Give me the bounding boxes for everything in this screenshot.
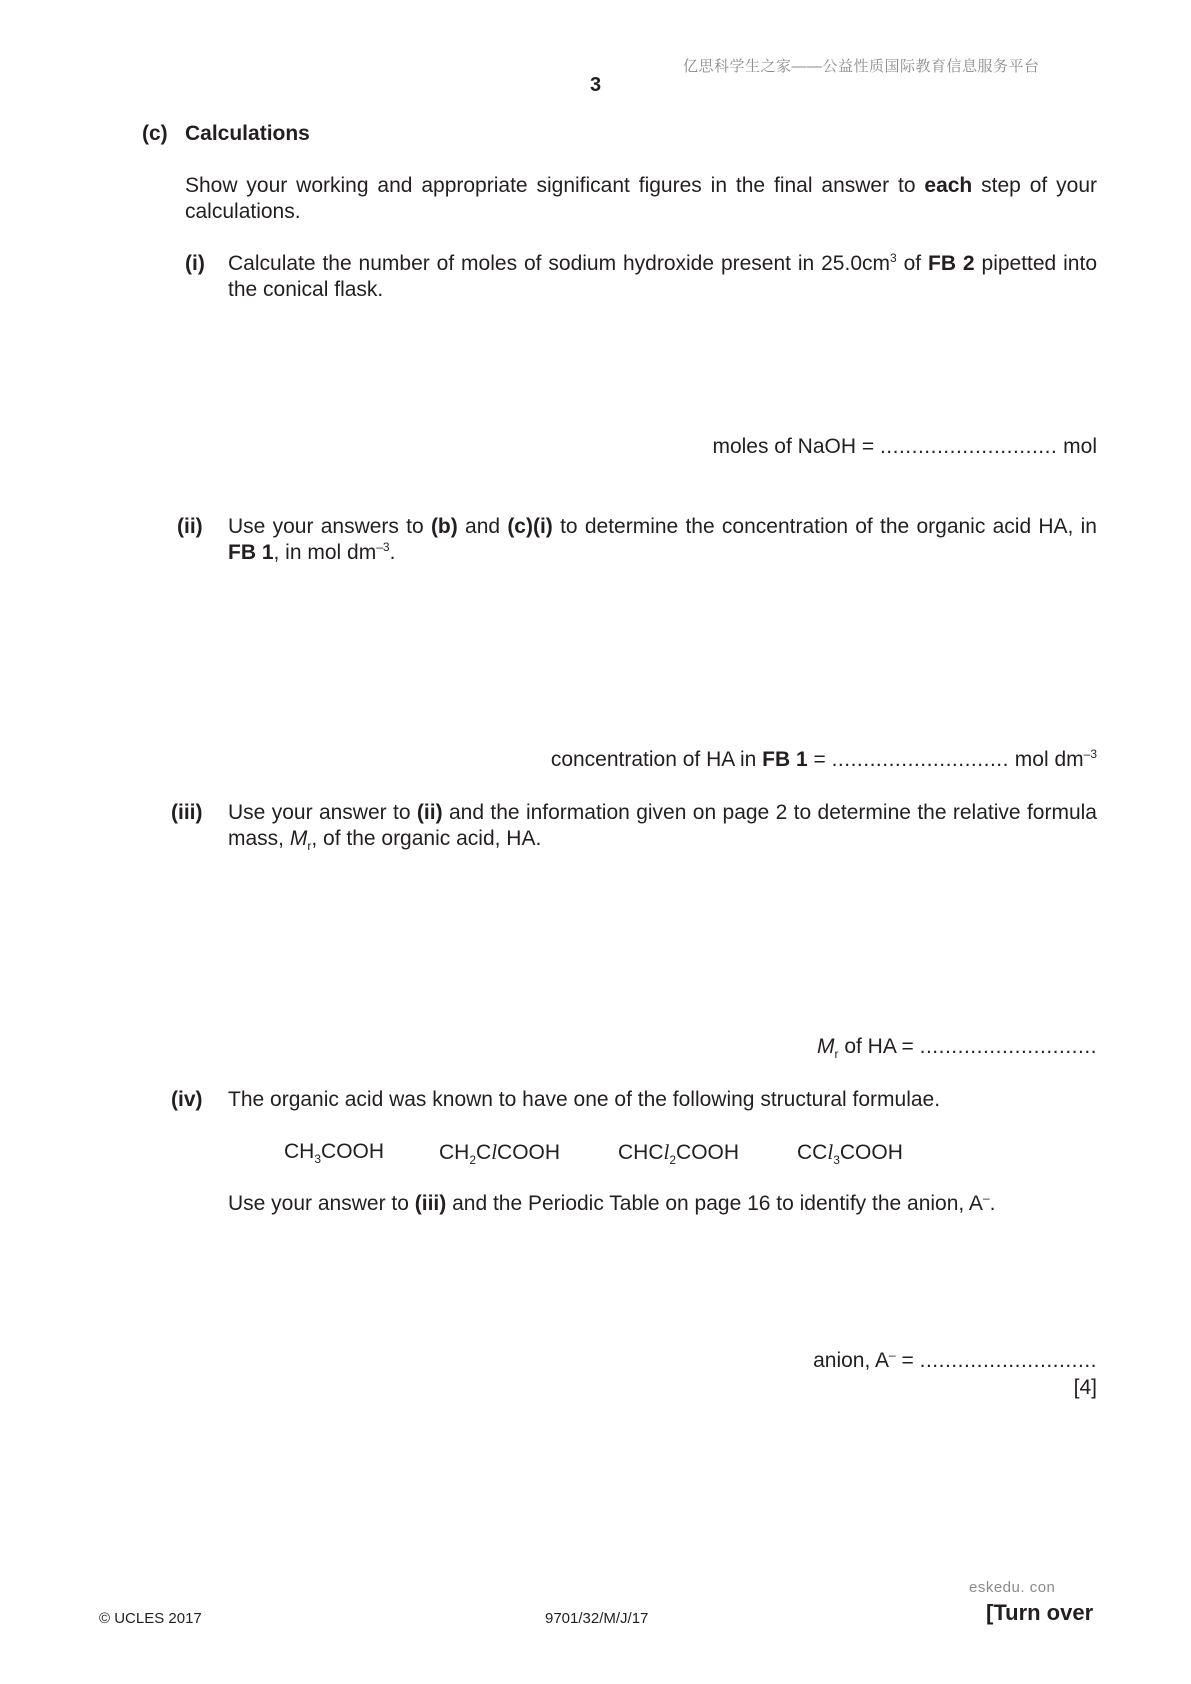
question-i-text: Calculate the number of moles of sodium hydroxide present in $25.0cm^3$ of FB 2 pipetted into the conical flask.	[228, 251, 1097, 301]
copyright: © UCLES 2017	[99, 1610, 202, 1627]
marks-total: [4]	[1073, 1376, 1097, 1399]
section-c-intro: Show your working and appropriate significant figures in the final answer to each step of your calculations.	[185, 174, 1097, 223]
answer-line-concentration: concentration of HA in FB 1 = ............................ mol $dm^{-3}$	[550, 747, 1097, 771]
footer-watermark: eskedu. con	[969, 1579, 1056, 1596]
question-ii-text: Use your answers to (b) and (c)(i) to determine the concentration of the organic acid HA, in FB 1, in mol $dm^{-3}$.	[228, 515, 1097, 564]
question-iv-instruction: Use your answer to (iii) and the Periodic Table on page 16 to identify the anion, A–.	[228, 1191, 996, 1215]
question-ii-label: (ii)	[177, 515, 203, 538]
page-number: 3	[590, 74, 602, 96]
formula-chcl2cooh: CHCl$_2$COOH	[618, 1140, 740, 1168]
paper-code: 9701/32/M/J/17	[545, 1610, 649, 1627]
formula-ch3cooh: $CH_3COOH$	[284, 1140, 385, 1167]
turn-over: [Turn over	[986, 1600, 1094, 1625]
formula-ccl3cooh: CCl$_3$COOH	[797, 1140, 903, 1168]
section-c-label: (c)	[142, 122, 168, 145]
answer-line-anion: anion, A– = ............................	[813, 1348, 1097, 1372]
answer-line-mr: $M_r$ of HA = ............................	[816, 1035, 1097, 1062]
question-iv-label: (iv)	[171, 1088, 203, 1111]
question-iii-text: Use your answer to (ii) and the information given on page 2 to determine the relative formula mass, $M_r$, of the organic acid, HA.	[228, 801, 1097, 854]
watermark-text: 亿思科学生之家——公益性质国际教育信息服务平台	[683, 58, 1040, 75]
question-iv-text: The organic acid was known to have one of the following structural formulae.	[228, 1088, 941, 1111]
formula-ch2clcooh: $CH_2ClCOOH$	[439, 1140, 561, 1168]
question-i-label: (i)	[185, 252, 205, 275]
answer-line-moles-naoh: moles of NaOH = ............................ mol	[712, 435, 1097, 458]
question-iii-label: (iii)	[171, 801, 203, 824]
section-c-title: Calculations	[185, 122, 310, 145]
